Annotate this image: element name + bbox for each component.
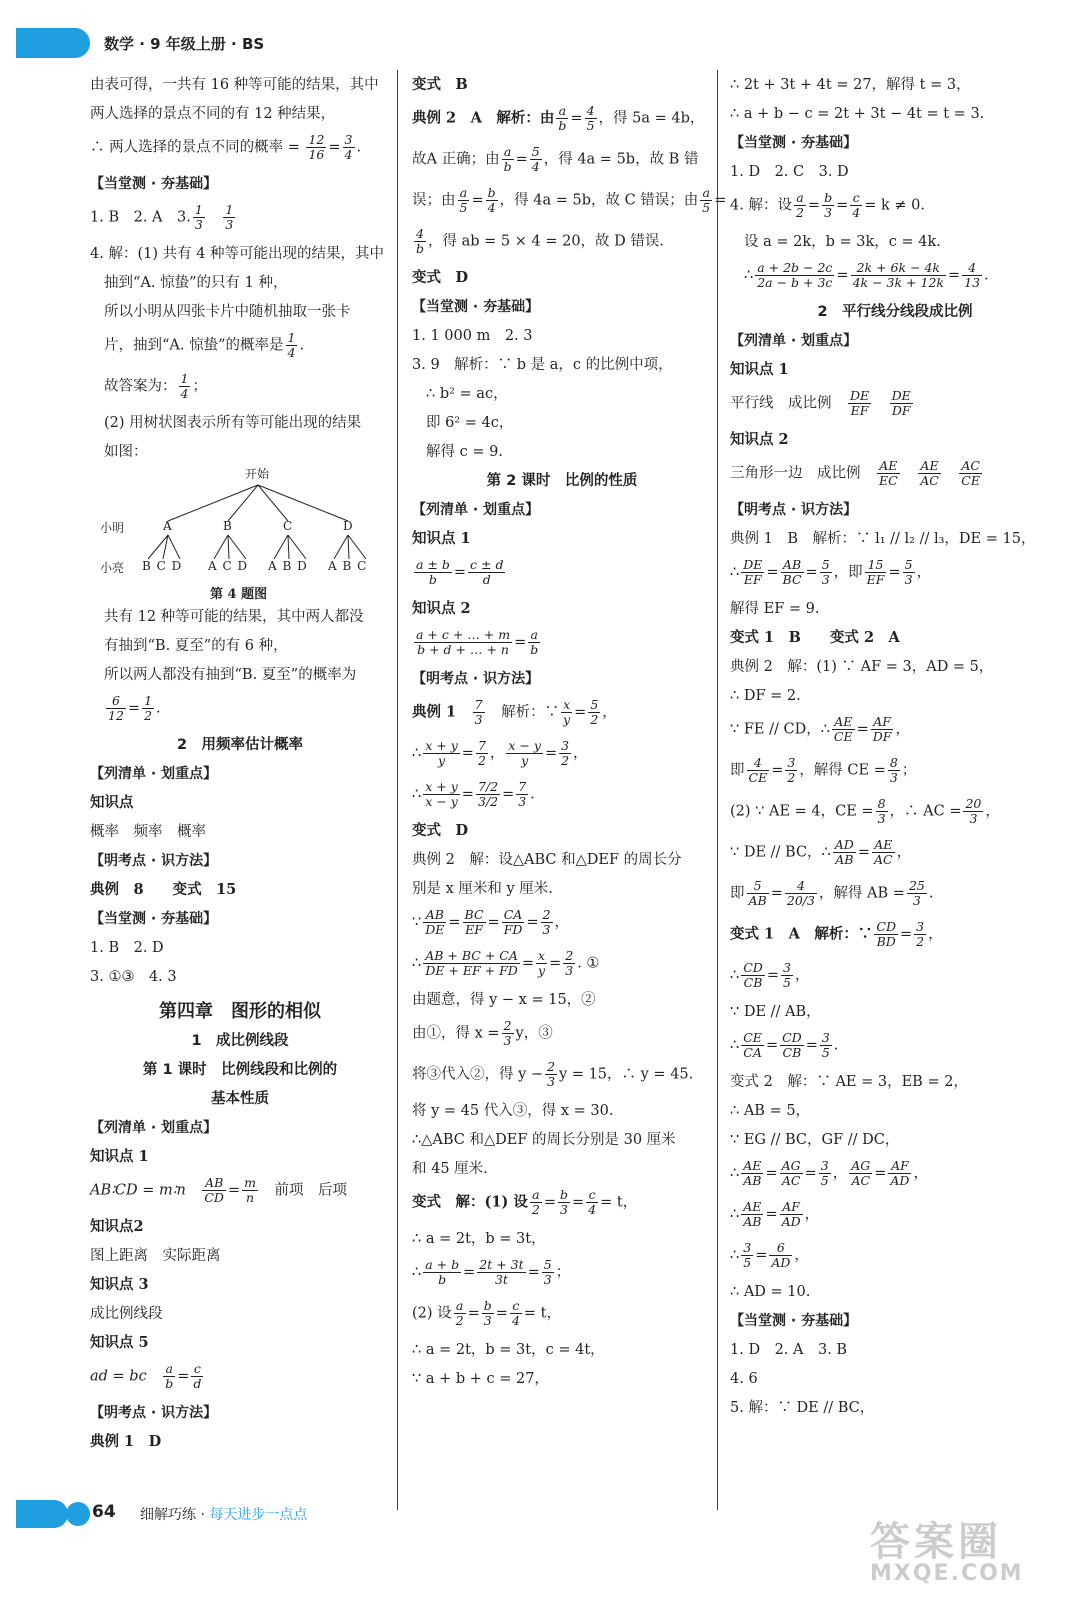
formula-line: ∴ $\frac{a + b}{b}$ = $\frac{2t + 3t}{3t}$ = $\frac{5}{3}$ ； [412, 1257, 571, 1287]
formula-line: 变式 1 A 解析：∵ $\frac{CD}{BD}$ = $\frac{3}{2}$ ， [730, 919, 943, 949]
text-line: 将 y = 45 代入③，得 x = 30. [412, 1103, 614, 1119]
formula-line: 三角形一边 成比例 $\frac{AE}{EC}$ $\frac{AE}{AC}$ $\frac{AC}{CE}$ [730, 458, 980, 488]
tree-node: C [283, 519, 293, 533]
text-line: 变式 1 B 变式 2 A [730, 629, 900, 646]
text-line: (2) 用树状图表示所有等可能出现的结果 [104, 415, 362, 431]
section-heading: 【明考点 · 识方法】 [90, 853, 218, 869]
footer-text: 细解巧练 · 每天进步一点点 [140, 1507, 308, 1523]
tree-row-label: 小明 [100, 521, 125, 535]
formula-line: (2) 设 $\frac{a}{2}$ = $\frac{b}{3}$ = $\frac{c}{4}$ = t， [412, 1298, 561, 1328]
fraction: $\frac{12}{16}$ [308, 132, 325, 162]
header-accent-bar [16, 28, 90, 58]
formula-line: 典例 1 $\frac{7}{3}$ 解析：∵ $\frac{x}{y}$ = $\frac{5}{2}$ ， [412, 697, 617, 727]
text-line: 别是 x 厘米和 y 厘米. [412, 881, 553, 897]
tree-node: A [163, 519, 172, 533]
formula-line: ∴ $\frac{CD}{CB}$ = $\frac{3}{5}$ ， [730, 960, 810, 990]
text-line: 即 6² = 4c， [426, 415, 514, 431]
formula-line: 平行线 成比例 $\frac{DE}{EF}$ $\frac{DE}{DF}$ [730, 388, 911, 418]
formula-line: ∴ $\frac{AE}{AB}$ = $\frac{AG}{AC}$ = $\frac{3}{5}$ ， $\frac{AG}{AC}$ = $\frac{AF}{AD}$ ， [730, 1158, 928, 1188]
text-line: 概率 频率 概率 [90, 824, 206, 840]
formula-line: ∴ $\frac{DE}{EF}$ = $\frac{AB}{BC}$ = $\frac{5}{3}$ ，即 $\frac{15}{EF}$ = $\frac{5}{3}$ ， [730, 557, 932, 587]
formula-line: ∴ $\frac{a + 2b - 2c}{2a - b + 3c}$ = $\frac{2k + 6k - 4k}{4k - 3k + 12k}$ = $\frac{4}{13}$ . [744, 260, 989, 290]
section-heading: 【明考点 · 识方法】 [90, 1405, 218, 1421]
fraction: $\frac{3}{4}$ [344, 132, 353, 162]
formula-line: ∴ $\frac{x + y}{y}$ = $\frac{7}{2}$ ， $\frac{x - y}{y}$ = $\frac{3}{2}$ ， [412, 738, 588, 768]
section-heading: 【当堂测 · 夯基础】 [730, 135, 858, 151]
text-line: 变式 D [412, 269, 469, 286]
formula-line: 将③代入②，得 y − $\frac{2}{3}$ y = 15，∴ y = 45. [412, 1059, 694, 1089]
formula-line: ∵ DE // BC，∴ $\frac{AD}{AB}$ = $\frac{AE}{AC}$ ， [730, 837, 912, 867]
tree-node: A C D [208, 559, 248, 573]
formula-line: 故A 正确；由 $\frac{a}{b}$ = $\frac{5}{4}$ ，得 4a = 5b，故 B 错 [412, 144, 699, 174]
lesson-title: 第 1 课时 比例线段和比例的 [142, 1062, 338, 1078]
section-heading: 【当堂测 · 夯基础】 [412, 299, 540, 315]
text-line: 典例 2 解：(1) ∵ AF = 3，AD = 5， [730, 659, 994, 675]
formula-line: $\frac{6}{12}$ = $\frac{1}{2}$ . [108, 693, 161, 723]
lesson-title: 第 2 课时 比例的性质 [486, 473, 638, 489]
tree-diagram [90, 467, 390, 602]
text-line: ∴△ABC 和△DEF 的周长分别是 30 厘米 [412, 1132, 676, 1148]
answer-line: 5. 解：∵ DE // BC， [730, 1400, 875, 1416]
knowledge-label: 知识点 5 [90, 1334, 149, 1351]
formula-line: ∴ $\frac{3}{5}$ = $\frac{6}{AD}$ ， [730, 1240, 809, 1270]
text-line: ∵ EG // BC，GF // DC， [730, 1132, 900, 1148]
text-line: 典例 1 D [90, 1433, 162, 1450]
text-line: 解得 c = 9. [426, 444, 503, 460]
column-divider [397, 70, 398, 1510]
section-heading: 【列清单 · 划重点】 [90, 1120, 218, 1136]
formula-line: (2) ∵ AE = 4，CE = $\frac{8}{3}$ ，∴ AC = $\frac{20}{3}$ ， [730, 796, 1000, 826]
formula-line: $\frac{4}{b}$ ，得 ab = 5 × 4 = 20，故 D 错误. [416, 226, 665, 256]
text-line: 有抽到“B. 夏至”的有 6 种， [104, 638, 288, 654]
section-heading: 【当堂测 · 夯基础】 [730, 1313, 858, 1329]
text-line: 变式 2 解：∵ AE = 3，EB = 2， [730, 1074, 968, 1090]
formula-line: ∴ $\frac{AB + BC + CA}{DE + EF + FD}$ = $\frac{x}{y}$ = $\frac{2}{3}$ . ① [412, 948, 600, 978]
section-heading: 【列清单 · 划重点】 [730, 333, 858, 349]
column-1 [90, 75, 390, 1461]
formula-line: ∴ $\frac{AE}{AB}$ = $\frac{AF}{AD}$ ， [730, 1199, 820, 1229]
text-line: 和 45 厘米. [412, 1161, 488, 1177]
formula-line: 即 $\frac{5}{AB}$ = $\frac{4}{20/3}$ ，解得 AB = $\frac{25}{3}$ . [730, 878, 934, 908]
text-line: 所以小明从四张卡片中随机抽取一张卡 [104, 304, 351, 320]
text-line: 两人选择的景点不同的有 12 种结果， [90, 106, 336, 122]
section-heading: 【列清单 · 划重点】 [90, 766, 218, 782]
knowledge-label: 知识点 1 [90, 1148, 149, 1165]
knowledge-label: 知识点 1 [412, 530, 471, 547]
text-line: ∴ DF = 2. [730, 688, 801, 704]
text-line: 变式 D [412, 822, 469, 839]
formula-line: 由①，得 x = $\frac{2}{3}$ y，③ [412, 1018, 553, 1048]
column-divider [717, 70, 718, 1510]
formula-line: 典例 2 A 解析：由 $\frac{a}{b}$ = $\frac{4}{5}$ ，得 5a = 4b， [412, 103, 705, 133]
text-line: ∴ 2t + 3t + 4t = 27，解得 t = 3， [730, 77, 971, 93]
answer-line: 1. D 2. A 3. B [730, 1342, 848, 1358]
knowledge-label: 知识点 2 [730, 431, 789, 448]
text-line: 抽到“A. 惊蛰”的只有 1 种， [104, 275, 288, 291]
text-line: 典例 2 解：设△ABC 和△DEF 的周长分 [412, 852, 682, 868]
tree-row-label: 小亮 [100, 561, 125, 575]
tree-lines [90, 471, 390, 601]
formula-line: $\frac{a \pm b}{b}$ = $\frac{c \pm d}{d}$ [416, 557, 504, 587]
answer-line: 1. 1 000 m 2. 3 [412, 328, 533, 344]
answer-line: 1. B 2. D [90, 940, 164, 956]
knowledge-label: 知识点2 [90, 1218, 144, 1235]
text-line: 解得 EF = 9. [730, 601, 820, 617]
section-heading: 【当堂测 · 夯基础】 [90, 911, 218, 927]
text-line: 典例 8 变式 15 [90, 881, 237, 898]
text-line: 由题意，得 y − x = 15，② [412, 992, 596, 1008]
section-title: 2 用频率估计概率 [176, 737, 304, 753]
answer-line: 1. D 2. C 3. D [730, 164, 849, 180]
tree-node: D [343, 519, 353, 533]
knowledge-label: 知识点 2 [412, 600, 471, 617]
text-line: ∴ a + b − c = 2t + 3t − 4t = t = 3. [730, 106, 985, 122]
formula-line: 误；由 $\frac{a}{5}$ = $\frac{b}{4}$ ，得 4a = 5b，故 C 错误；由 $\frac{a}{5}$ = [412, 185, 727, 215]
answer-line: 4. 6 [730, 1371, 758, 1387]
section-heading: 【列清单 · 划重点】 [412, 502, 540, 518]
section-title: 1 成比例线段 [191, 1033, 289, 1049]
formula-line: ∴ $\frac{CE}{CA}$ = $\frac{CD}{CB}$ = $\frac{3}{5}$ . [730, 1030, 839, 1060]
tree-node: B [223, 519, 232, 533]
formula-line: $\frac{a + c + \dots + m}{b + d + \dots + n}$ = $\frac{a}{b}$ [416, 627, 539, 657]
text-line: ∴ a = 2t，b = 3t，c = 4t， [412, 1342, 605, 1358]
answer-line: 1. B 2. A 3. $\frac{1}{3}$ $\frac{1}{3}$ [90, 202, 234, 232]
tree-root: 开始 [245, 467, 270, 481]
text-line: 成比例线段 [90, 1306, 163, 1322]
answer-line: 3. ①③ 4. 3 [90, 969, 177, 985]
chapter-title: 第四章 图形的相似 [159, 1001, 321, 1022]
text-line: 如图： [104, 444, 148, 460]
knowledge-label: 知识点 1 [730, 361, 789, 378]
text-line: 所以两人都没有抽到“B. 夏至”的概率为 [104, 667, 357, 683]
figure-caption: 第 4 题图 [210, 587, 268, 602]
section-heading: 【明考点 · 识方法】 [730, 502, 858, 518]
text-line: ∴ AD = 10. [730, 1284, 811, 1300]
watermark-logo: 答案圈 MXQE.COM [870, 1519, 1024, 1586]
lesson-title: 基本性质 [211, 1091, 269, 1107]
text-line: 设 a = 2k，b = 3k，c = 4k. [744, 234, 941, 250]
text-line: 共有 12 种等可能的结果，其中两人都没 [104, 609, 364, 625]
tree-node: A B C [328, 559, 367, 573]
knowledge-label: 知识点 3 [90, 1276, 149, 1293]
formula-line: ∵ $\frac{AB}{DE}$ = $\frac{BC}{EF}$ = $\frac{CA}{FD}$ = $\frac{2}{3}$ ， [412, 907, 569, 937]
text-line: 典例 1 B 解析：∵ l₁ // l₂ // l₃，DE = 15， [730, 531, 1036, 547]
answer-line: 3. 9 解析：∵ b 是 a，c 的比例中项， [412, 357, 673, 373]
text-line: 由表可得，一共有 16 种等可能的结果，其中 [90, 77, 379, 93]
formula-line: 变式 解：(1) 设 $\frac{a}{2}$ = $\frac{b}{3}$ = $\frac{c}{4}$ = t， [412, 1187, 638, 1217]
section-title: 2 平行线分线段成比例 [817, 304, 973, 320]
text-line: ∵ DE // AB， [730, 1004, 821, 1020]
section-heading: 【当堂测 · 夯基础】 [90, 176, 218, 192]
formula-line: AB∶CD = m∶n $\frac{AB}{CD}$ = $\frac{m}{n}$ 前项 后项 [90, 1175, 347, 1205]
text-line: 4. 解：(1) 共有 4 种等可能出现的结果，其中 [90, 246, 385, 262]
formula-line: ∴ $\frac{x + y}{x - y}$ = $\frac{7/2}{3/2}$ = $\frac{7}{3}$ . [412, 779, 535, 809]
formula-line: ∵ FE // CD，∴ $\frac{AE}{CE}$ = $\frac{AF}{DF}$ ， [730, 714, 910, 744]
tree-node: B C D [142, 559, 182, 573]
tree-node: A B D [268, 559, 307, 573]
text-line: 图上距离 实际距离 [90, 1248, 221, 1264]
header-title: 数学 · 9 年级上册 · BS [104, 35, 265, 53]
formula-line: 故答案为： $\frac{1}{4}$ ； [104, 371, 207, 401]
text-line: ∴ a = 2t，b = 3t， [412, 1231, 546, 1247]
column-3 [730, 75, 1060, 1427]
text-line: ∵ a + b + c = 27， [412, 1371, 549, 1387]
column-2 [412, 75, 727, 1398]
formula-line: 即 $\frac{4}{CE}$ = $\frac{3}{2}$ ，解得 CE = $\frac{8}{3}$ ； [730, 755, 917, 785]
formula-line: ad = bc $\frac{a}{b}$ = $\frac{c}{d}$ [90, 1361, 202, 1391]
page-number: 64 [92, 1502, 116, 1522]
section-heading: 【明考点 · 识方法】 [412, 671, 540, 687]
formula-line: 片，抽到“A. 惊蛰”的概率是 $\frac{1}{4}$ . [104, 330, 305, 360]
knowledge-label: 知识点 [90, 794, 134, 811]
text-line: 变式 B [412, 76, 468, 93]
text-line: ∴ AB = 5， [730, 1103, 811, 1119]
text-line: ∴ b² = ac， [426, 386, 508, 402]
formula-line: 4. 解：设 $\frac{a}{2}$ = $\frac{b}{3}$ = $\frac{c}{4}$ = k ≠ 0. [730, 190, 925, 220]
formula-line: ∴ 两人选择的景点不同的概率 = $\frac{12}{16}$ = $\frac{3}{4}$ . [90, 132, 362, 162]
